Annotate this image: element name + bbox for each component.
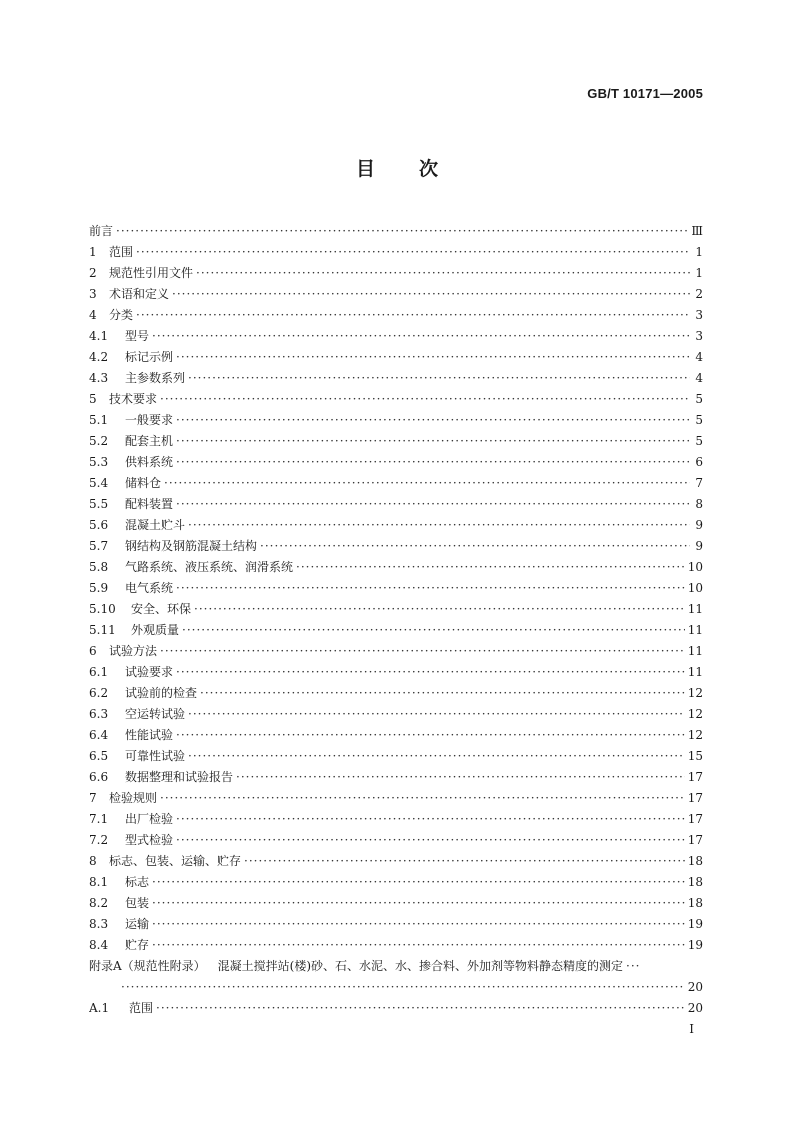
toc-entry[interactable] [89,452,703,473]
toc-entry-page: 20 [687,1001,703,1015]
toc-entry-page: 10 [687,560,703,574]
toc-entry[interactable] [89,851,703,872]
toc-entry[interactable] [89,641,703,662]
toc-leader-dots [176,578,685,599]
toc-entry-page: 17 [687,791,703,805]
toc-entry-label: 钢结构及钢筋混凝土结构 [125,539,258,553]
toc-entry-page: 18 [687,854,703,868]
toc-leader-dots [136,305,690,326]
toc-entry-number: 8.1 [89,875,109,889]
toc-entry[interactable] [89,347,703,368]
toc-leader-dots [152,935,685,956]
toc-entry-page: Ⅲ [691,224,703,238]
toc-entry[interactable] [89,578,703,599]
toc-entry-number: 1 [89,245,97,259]
toc-leader-dots [188,515,690,536]
toc-entry[interactable] [89,410,703,431]
toc-entry[interactable] [89,683,703,704]
toc-entry-number: 5.4 [89,476,109,490]
toc-entry[interactable] [89,536,703,557]
toc-entry-label: 分类 [109,308,134,322]
toc-entry[interactable] [89,389,703,410]
toc-entry-page: 15 [687,749,703,763]
toc-entry-label: 范围 [129,1001,154,1015]
toc-leader-dots [296,557,685,578]
toc-entry-page: 18 [687,875,703,889]
toc-entry-number: 6.1 [89,665,109,679]
toc-entry-page: 12 [687,707,703,721]
toc-leader-dots [176,431,690,452]
toc-entry-number: 8.3 [89,917,109,931]
toc-entry-label: 配料装置 [125,497,174,511]
toc-entry-number: 5.8 [89,560,109,574]
toc-entry[interactable] [89,221,703,242]
toc-entry-label: 安全、环保 [131,602,192,616]
toc-entry-number: 5.6 [89,518,109,532]
toc-leader-dots [182,620,685,641]
toc-entry[interactable] [89,431,703,452]
toc-leader-dots [152,872,685,893]
toc-entry-page: 11 [687,623,703,637]
toc-leader-dots [152,893,685,914]
toc-leader-dots [152,326,690,347]
toc-leader-dots [188,746,685,767]
toc-leader-dots [160,788,685,809]
toc-entry-label: 标志 [125,875,150,889]
toc-entry[interactable] [89,956,703,977]
toc-entry-label: 数据整理和试验报告 [125,770,234,784]
toc-entry-label: 试验前的检查 [125,686,198,700]
toc-entry-number: 4.1 [89,329,109,343]
toc-entry-label: 出厂检验 [125,812,174,826]
toc-entry-page: 2 [695,287,703,301]
toc-entry[interactable] [89,473,703,494]
toc-entry[interactable] [89,872,703,893]
toc-entry-page: 11 [687,602,703,616]
toc-entry-label: 前言 [89,224,114,238]
toc-entry-page: 17 [687,812,703,826]
toc-leader-dots [626,956,640,977]
toc-entry-page: 11 [687,665,703,679]
toc-entry-label: 可靠性试验 [125,749,186,763]
toc-entry[interactable] [89,788,703,809]
toc-entry-number: 5.1 [89,413,109,427]
toc-entry-label: 混凝土贮斗 [125,518,186,532]
toc-entry-page: 17 [687,833,703,847]
toc-entry[interactable] [89,368,703,389]
toc-entry[interactable] [89,284,703,305]
toc-entry[interactable] [89,830,703,851]
toc-entry-page: 7 [695,476,703,490]
toc-entry-number: 2 [89,266,97,280]
toc-leader-dots [176,725,685,746]
toc-leader-dots [236,767,685,788]
toc-leader-dots [176,347,690,368]
toc-entry[interactable] [89,746,703,767]
toc-entry-number: 6.3 [89,707,109,721]
toc-entry-page: 1 [695,266,703,280]
toc-entry-page: 3 [695,308,703,322]
toc-leader-dots [152,914,685,935]
toc-entry-page: 6 [695,455,703,469]
toc-leader-dots [121,977,685,998]
toc-entry[interactable] [89,704,703,725]
toc-entry-number: 8.4 [89,938,109,952]
toc-leader-dots [176,830,685,851]
toc-entry[interactable] [89,809,703,830]
toc-entry-label: 包装 [125,896,150,910]
toc-entry-page: 12 [687,728,703,742]
toc-entry-number: 5.10 [89,602,116,616]
toc-leader-dots [116,221,688,242]
toc-entry-number: 8 [89,854,97,868]
toc-entry-label: 气路系统、液压系统、润滑系统 [125,560,294,574]
toc-entry-label: 电气系统 [125,581,174,595]
toc-entry-number: 5.7 [89,539,109,553]
toc-entry[interactable] [89,767,703,788]
table-of-contents [89,221,703,1019]
toc-entry[interactable] [89,914,703,935]
toc-entry-page: 1 [695,245,703,259]
toc-entry-page: 11 [687,644,703,658]
toc-entry-label: 范围 [109,245,134,259]
toc-entry[interactable] [89,326,703,347]
toc-entry[interactable] [89,599,703,620]
toc-entry-label: 型式检验 [125,833,174,847]
toc-leader-dots [172,284,690,305]
toc-entry[interactable] [89,893,703,914]
toc-entry-label: 主参数系列 [125,371,186,385]
title-part-1: 目 [355,158,375,180]
title-part-2: 次 [419,158,439,180]
toc-entry-number: 6.2 [89,686,109,700]
toc-entry-label: 性能试验 [125,728,174,742]
toc-entry[interactable] [89,725,703,746]
toc-entry[interactable] [89,494,703,515]
toc-leader-dots [136,242,690,263]
toc-entry[interactable] [89,242,703,263]
toc-entry-number: 5.11 [89,623,116,637]
toc-entry-page: 8 [695,497,703,511]
toc-entry-label: 供料系统 [125,455,174,469]
toc-entry-label: 一般要求 [125,413,174,427]
toc-entry-number: 6.4 [89,728,109,742]
toc-entry[interactable] [89,977,703,998]
toc-entry-number: 6.5 [89,749,109,763]
toc-entry-label: 混凝土搅拌站(楼)砂、石、水泥、水、掺合料、外加剂等物料静态精度的测定 [217,959,624,973]
toc-entry[interactable] [89,620,703,641]
toc-entry-page: 9 [695,518,703,532]
toc-entry-page: 18 [687,896,703,910]
toc-entry-number: 5.3 [89,455,109,469]
toc-entry-number: 7.1 [89,812,109,826]
toc-entry-number: 5 [89,392,97,406]
toc-entry[interactable] [89,515,703,536]
toc-leader-dots [188,704,685,725]
toc-leader-dots [164,473,690,494]
toc-leader-dots [176,662,685,683]
toc-entry-label: 术语和定义 [109,287,170,301]
toc-entry-page: 20 [687,980,703,994]
toc-leader-dots [244,851,685,872]
toc-leader-dots [176,410,690,431]
toc-entry-page: 5 [695,392,703,406]
toc-entry-page: 5 [695,434,703,448]
toc-entry-number: A.1 [89,1001,110,1015]
toc-entry-page: 19 [687,938,703,952]
toc-entry-number: 5.5 [89,497,109,511]
toc-leader-dots [160,641,685,662]
toc-leader-dots [188,368,690,389]
toc-entry-number: 4.3 [89,371,109,385]
page-title [0,154,794,181]
toc-entry[interactable] [89,662,703,683]
toc-entry-number: 7.2 [89,833,109,847]
page-number: I [689,1022,694,1036]
toc-entry-number: 6 [89,644,97,658]
toc-entry-label: 标志、包装、运输、贮存 [109,854,242,868]
toc-entry-number: 4 [89,308,97,322]
toc-entry-page: 17 [687,770,703,784]
toc-entry-number: 附录A（规范性附录） [89,959,206,973]
toc-entry-number: 7 [89,791,97,805]
toc-entry-label: 贮存 [125,938,150,952]
toc-leader-dots [196,263,690,284]
toc-entry[interactable] [89,998,703,1019]
toc-entry-label: 技术要求 [109,392,158,406]
toc-entry-number: 5.2 [89,434,109,448]
toc-entry-label: 型号 [125,329,150,343]
toc-entry-page: 12 [687,686,703,700]
toc-entry-label: 运输 [125,917,150,931]
toc-entry-label: 配套主机 [125,434,174,448]
toc-entry-label: 检验规则 [109,791,158,805]
toc-entry-number: 4.2 [89,350,109,364]
toc-entry[interactable] [89,935,703,956]
toc-entry[interactable] [89,305,703,326]
toc-entry-page: 19 [687,917,703,931]
toc-leader-dots [194,599,685,620]
toc-entry-label: 外观质量 [131,623,180,637]
toc-leader-dots [176,809,685,830]
toc-entry[interactable] [89,263,703,284]
toc-entry-label: 空运转试验 [125,707,186,721]
toc-entry-number: 3 [89,287,97,301]
toc-leader-dots [156,998,685,1019]
toc-entry-number: 5.9 [89,581,109,595]
toc-leader-dots [176,452,690,473]
toc-entry-page: 9 [695,539,703,553]
toc-entry-page: 3 [695,329,703,343]
toc-entry-page: 4 [695,371,703,385]
toc-entry-label: 试验要求 [125,665,174,679]
toc-entry-number: 8.2 [89,896,109,910]
toc-entry[interactable] [89,557,703,578]
standard-code: GB/T 10171—2005 [587,86,703,101]
toc-entry-page: 10 [687,581,703,595]
toc-leader-dots [260,536,690,557]
toc-entry-number: 6.6 [89,770,109,784]
toc-entry-label: 试验方法 [109,644,158,658]
toc-entry-page: 4 [695,350,703,364]
toc-leader-dots [160,389,690,410]
toc-entry-page: 5 [695,413,703,427]
toc-entry-label: 储料仓 [125,476,162,490]
toc-leader-dots [200,683,685,704]
toc-entry-label: 规范性引用文件 [109,266,194,280]
toc-entry-label: 标记示例 [125,350,174,364]
toc-leader-dots [176,494,690,515]
